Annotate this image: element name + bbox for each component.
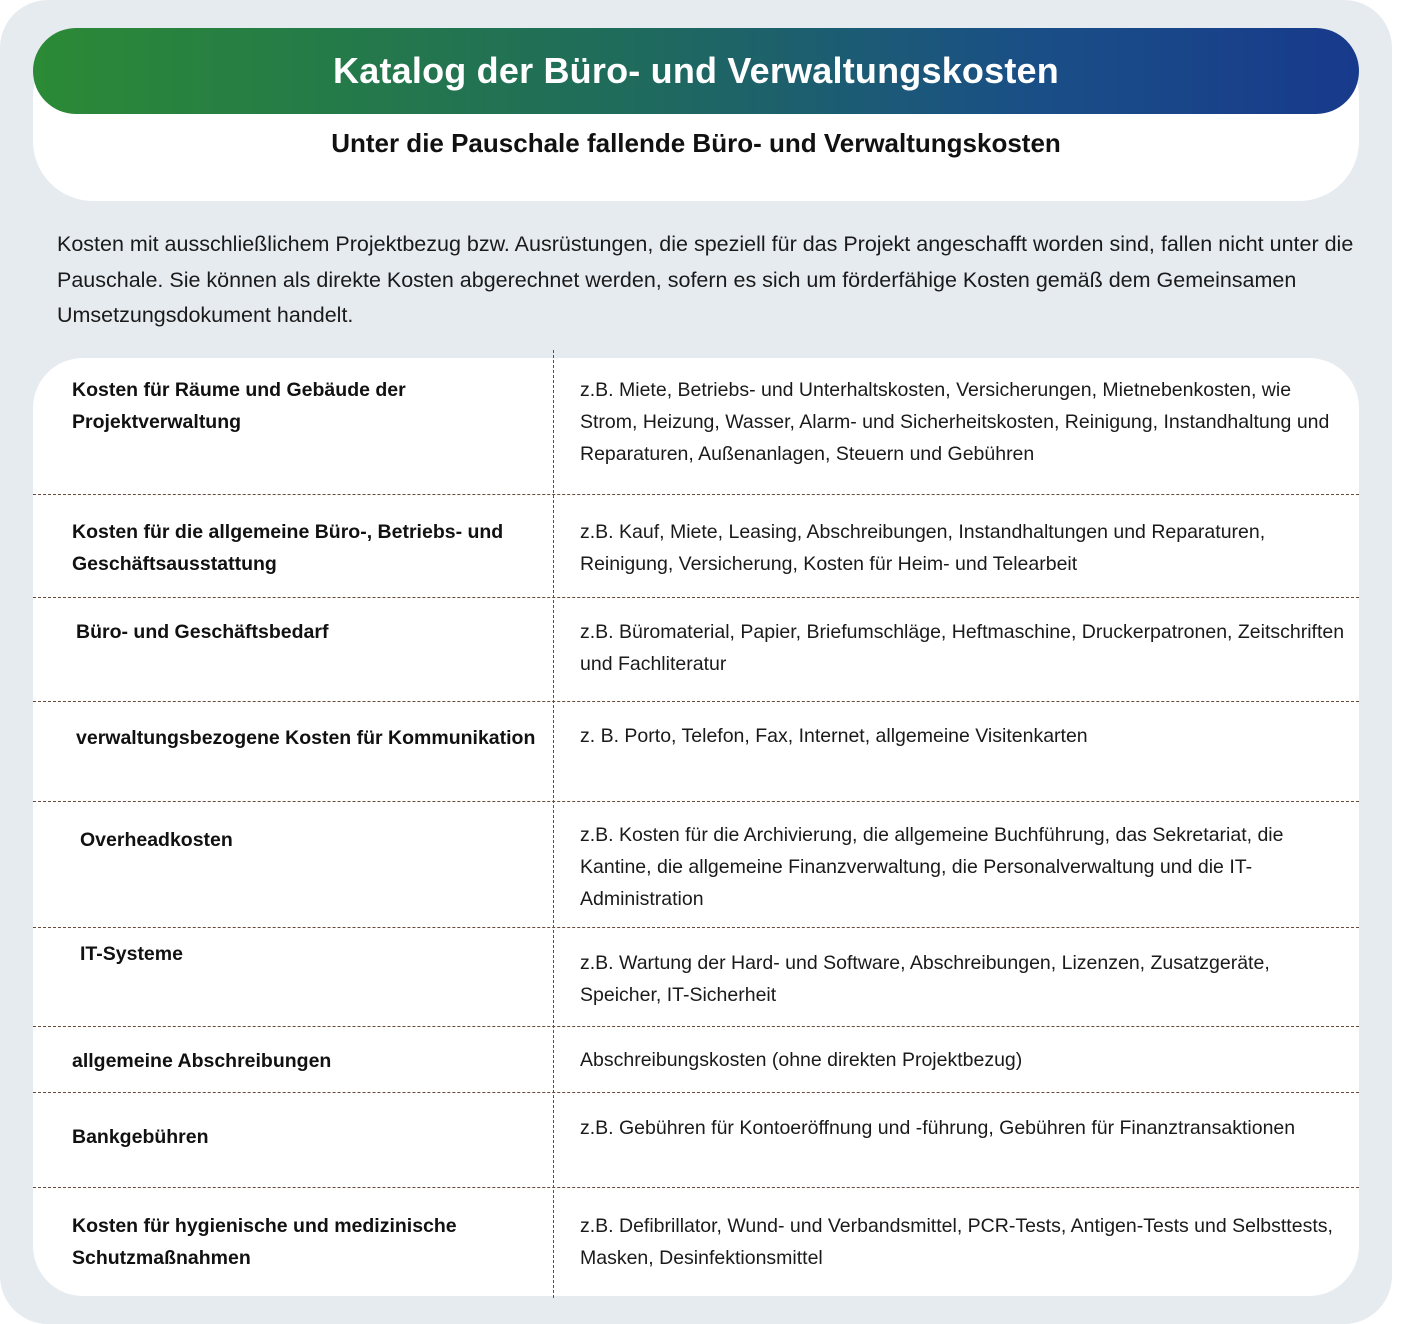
column-divider bbox=[553, 350, 554, 1298]
row-category-ausstattung: Kosten für die allgemeine Büro-, Betriebs- und Geschäftsausstattung bbox=[72, 521, 504, 575]
page-title: Katalog der Büro- und Verwaltungskosten bbox=[333, 50, 1059, 91]
row-examples-ausstattung: z.B. Kauf, Miete, Leasing, Abschreibungen, Instandhaltungen und Reparaturen, Reinigung, Versicherung, Kosten für Heim- und Telearbeit bbox=[580, 521, 1266, 575]
row-category-hygiene: Kosten für hygienische und medizinische Schutzmaßnahmen bbox=[72, 1215, 457, 1269]
row-examples-overhead: z.B. Kosten für die Archivierung, die allgemeine Buchführung, das Sekretariat, die Kantine, die allgemeine Finanzverwaltung, die Personalverwaltung und die IT-Administration bbox=[580, 824, 1284, 910]
row-examples-bank: z.B. Gebühren für Kontoeröffnung und -führung, Gebühren für Finanztransaktionen bbox=[580, 1117, 1296, 1139]
row-category-bank: Bankgebühren bbox=[72, 1126, 209, 1148]
row-examples-bedarf: z.B. Büromaterial, Papier, Briefumschläge, Heftmaschine, Druckerpatronen, Zeitschriften und Fachliteratur bbox=[580, 621, 1345, 675]
row-category-bedarf: Büro- und Geschäftsbedarf bbox=[76, 621, 329, 643]
row-divider bbox=[33, 701, 1359, 702]
row-divider bbox=[33, 927, 1359, 928]
row-divider bbox=[33, 597, 1359, 598]
row-examples-raeume: z.B. Miete, Betriebs- und Unterhaltskosten, Versicherungen, Mietnebenkosten, wie Strom, Heizung, Wasser, Alarm- und Sicherheitskosten, Reinigung, Instandhaltung und Reparaturen, Außenanlagen, Steuern und Gebühren bbox=[580, 379, 1330, 465]
row-examples-hygiene: z.B. Defibrillator, Wund- und Verbandsmittel, PCR-Tests, Antigen-Tests und Selbsttests, Masken, Desinfektionsmittel bbox=[580, 1215, 1333, 1269]
row-category-it: IT-Systeme bbox=[80, 943, 183, 965]
row-category-abschreibungen: allgemeine Abschreibungen bbox=[72, 1050, 332, 1072]
row-examples-abschreibungen: Abschreibungskosten (ohne direkten Projektbezug) bbox=[580, 1049, 1023, 1071]
row-examples-kommunikation: z. B. Porto, Telefon, Fax, Internet, allgemeine Visitenkarten bbox=[580, 725, 1088, 747]
row-examples-it: z.B. Wartung der Hard- und Software, Abschreibungen, Lizenzen, Zusatzgeräte, Speicher, IT-Sicherheit bbox=[580, 952, 1270, 1006]
row-category-raeume: Kosten für Räume und Gebäude der Projektverwaltung bbox=[72, 379, 406, 433]
row-divider bbox=[33, 1026, 1359, 1027]
row-divider bbox=[33, 1187, 1359, 1188]
row-divider bbox=[33, 801, 1359, 802]
row-category-overhead: Overheadkosten bbox=[80, 829, 233, 851]
page-subtitle: Unter die Pauschale fallende Büro- und Verwaltungskosten bbox=[331, 128, 1061, 158]
row-divider bbox=[33, 494, 1359, 495]
row-divider bbox=[33, 1092, 1359, 1093]
title-banner bbox=[33, 28, 1359, 114]
intro-paragraph: Kosten mit ausschließlichem Projektbezug bzw. Ausrüstungen, die speziell für das Projekt angeschafft worden sind, fallen nicht unter die Pauschale. Sie können als direkte Kosten abgerechnet werden, sofern es sich um förderfähige Kosten gemäß dem Gemeinsamen Umsetzungsdokument handelt. bbox=[57, 232, 1354, 327]
row-category-kommunikation: verwaltungsbezogene Kosten für Kommunikation bbox=[76, 727, 536, 749]
